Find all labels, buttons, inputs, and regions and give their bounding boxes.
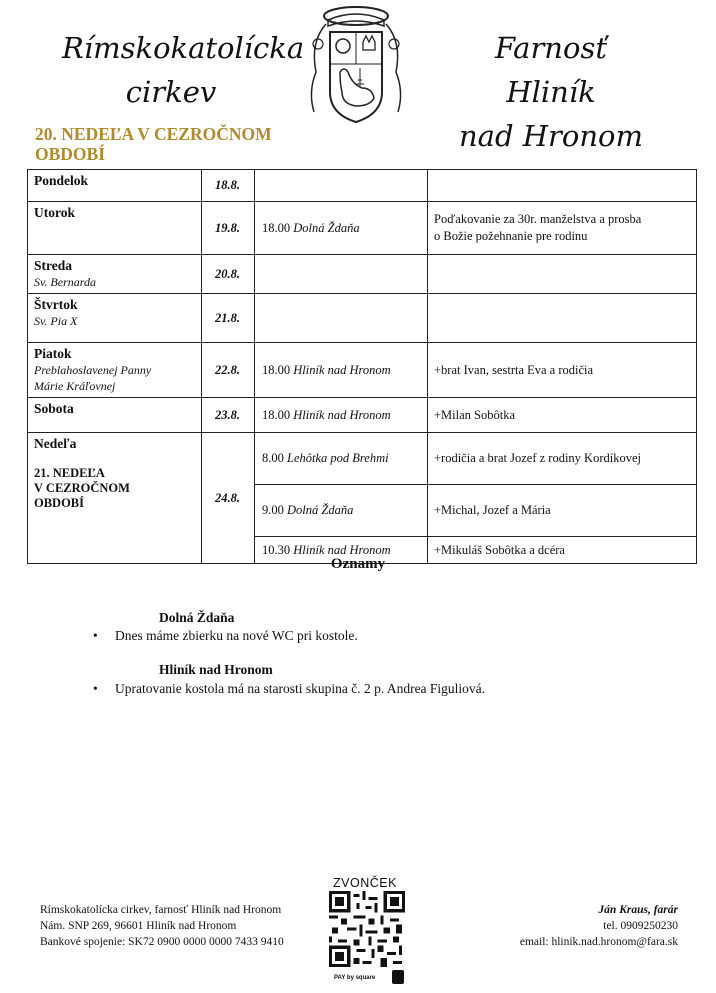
- mass-schedule-table: [27, 169, 697, 564]
- bullet-icon: •: [93, 628, 98, 643]
- mass-cell: [255, 343, 428, 398]
- day-cell: [28, 170, 202, 202]
- sunday-title-line3: OBDOBÍ: [34, 496, 85, 510]
- date-cell: 21.8.: [202, 294, 255, 343]
- pay-by-square-label: PAY by square: [334, 975, 376, 981]
- mass-cell: [255, 255, 428, 294]
- mass-time: 18.00: [262, 362, 291, 377]
- mass-cell: [255, 170, 428, 202]
- table-row: [28, 202, 697, 255]
- day-name: Pondelok: [34, 173, 89, 188]
- header-parish-name: [446, 26, 656, 158]
- mass-place: Hliník nad Hronom: [293, 407, 391, 422]
- intention-cell: [428, 255, 697, 294]
- day-cell: [28, 433, 202, 564]
- day-cell: [28, 294, 202, 343]
- day-name: Streda: [34, 258, 73, 273]
- feast-name: Sv. Bernarda: [34, 275, 96, 289]
- footer-contact: [520, 902, 678, 950]
- mass-cell: [255, 433, 428, 485]
- table-row: [28, 343, 697, 398]
- intention-cell: +rodičia a brat Jozef z rodiny Kordíkovej: [428, 433, 697, 485]
- title-line1: 20. NEDEĽA V CEZROČNOM: [35, 124, 272, 144]
- intention-line2: o Božie požehnanie pre rodinu: [434, 229, 588, 243]
- mass-time: 8.00: [262, 451, 284, 465]
- day-name: Sobota: [34, 401, 74, 416]
- table-row: [28, 294, 697, 343]
- mass-time: 9.00: [262, 503, 284, 517]
- date-cell: 20.8.: [202, 255, 255, 294]
- announcement-item: [93, 628, 358, 644]
- mass-time: 18.00: [262, 220, 291, 235]
- announcement-section-title: Dolná Ždaňa: [159, 610, 235, 625]
- date-cell: 18.8.: [202, 170, 255, 202]
- footer-address: [40, 902, 284, 950]
- sunday-title-line2: V CEZROČNOM: [34, 481, 130, 495]
- day-name: Utorok: [34, 205, 76, 220]
- header-left-line1: Rímskokatolícka: [62, 31, 305, 65]
- feast-name: Sv. Pia X: [34, 314, 78, 328]
- footer-bank: Bankové spojenie: SK72 0900 0000 0000 7433 9410: [40, 936, 284, 948]
- feast-name-line1: Preblahoslavenej Panny: [34, 363, 152, 377]
- announcement-item: [93, 681, 485, 697]
- mass-place: Dolná Ždaňa: [287, 503, 354, 517]
- day-name: Nedeľa: [34, 436, 77, 451]
- intention-cell: [428, 170, 697, 202]
- footer-email: email: hlinik.nad.hronom@fara.sk: [519, 936, 678, 948]
- date-cell: 22.8.: [202, 343, 255, 398]
- intention-cell: +Michal, Jozef a Mária: [428, 485, 697, 537]
- bullet-icon: •: [93, 681, 98, 696]
- table-row: [28, 398, 697, 433]
- table-row: [28, 433, 697, 485]
- date-cell: 19.8.: [202, 202, 255, 255]
- mass-place: Hliník nad Hronom: [293, 362, 391, 377]
- announcement-section-title: Hliník nad Hronom: [159, 662, 273, 677]
- intention-cell: +brat Ivan, sestrta Eva a rodičia: [428, 343, 697, 398]
- day-name: Štvrtok: [34, 297, 78, 312]
- header-right-line2: nad Hronom: [459, 119, 643, 153]
- announcement-text: Dnes máme zbierku na nové WC pri kostole.: [115, 628, 358, 643]
- mass-place: Lehôtka pod Brehmi: [287, 451, 389, 465]
- qr-label: ZVONČEK: [333, 876, 397, 890]
- mass-place: Hliník nad Hronom: [293, 542, 391, 557]
- table-row: [28, 170, 697, 202]
- mass-time: 18.00: [262, 407, 291, 422]
- qr-code-icon: [329, 891, 405, 967]
- day-cell: [28, 202, 202, 255]
- footer-phone: tel. 0909250230: [603, 920, 678, 932]
- footer-priest: Ján Kraus, farár: [598, 904, 678, 916]
- mass-cell: [255, 485, 428, 537]
- sunday-title-line1: 21. NEDEĽA: [34, 466, 105, 480]
- day-cell: [28, 343, 202, 398]
- header-parish-church: [62, 26, 305, 114]
- table-row: [28, 255, 697, 294]
- mass-time: 10.30: [262, 542, 291, 557]
- footer-street: Nám. SNP 269, 96601 Hliník nad Hronom: [40, 920, 237, 932]
- header-right-line1: Farnosť Hliník: [495, 31, 607, 109]
- header-left-line2: cirkev: [125, 75, 217, 109]
- announcements-title: Oznamy: [330, 556, 386, 572]
- feast-name-line2: Márie Kráľovnej: [34, 379, 116, 393]
- mass-place: Dolná Ždaňa: [293, 220, 360, 235]
- day-cell: [28, 255, 202, 294]
- coat-of-arms-icon: [300, 2, 412, 126]
- pay-by-square-logo-icon: [392, 970, 404, 984]
- day-name: Piatok: [34, 346, 72, 361]
- date-cell: 23.8.: [202, 398, 255, 433]
- date-cell: 24.8.: [202, 433, 255, 564]
- day-cell: [28, 398, 202, 433]
- intention-cell: [428, 202, 697, 255]
- intention-cell: +Mikuláš Sobôtka a dcéra: [428, 537, 697, 564]
- intention-cell: +Milan Sobôtka: [428, 398, 697, 433]
- footer-org: Rímskokatolícka cirkev, farnosť Hliník nad Hronom: [40, 904, 282, 916]
- intention-cell: [428, 294, 697, 343]
- page-title: [35, 124, 325, 164]
- announcement-text: Upratovanie kostola má na starosti skupina č. 2 p. Andrea Figuliová.: [115, 681, 486, 696]
- mass-cell: [255, 202, 428, 255]
- mass-cell: [255, 294, 428, 343]
- title-line2: OBDOBÍ: [35, 144, 106, 164]
- mass-cell: [255, 398, 428, 433]
- intention-line1: Poďakovanie za 30r. manželstva a prosba: [434, 212, 642, 226]
